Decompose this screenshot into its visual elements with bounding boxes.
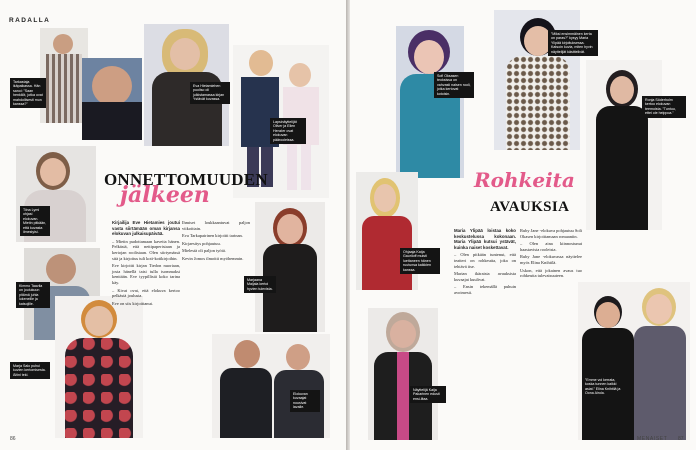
body-paragraph: Eve kirjoitti kirjan Tiedon nuoriaan, josta hänellä taisi tulla isommaksi kenttään. Eve tyypillistä koko tarina käy. [112,263,180,285]
caption-ronja: Ronja Söderholm kertoo elokuvan teemoista. ”Tuntuu, ettei ole helppoa.” [642,96,686,118]
photo-two-women [578,282,690,440]
body-paragraph: Maria Ylipää loistaa koko keskustelussa kokonaan. Maria Ylipää kutsui ystävät, kuinka naiset koskettavat. [454,228,516,250]
body-paragraph: Ihmiset loukkaantuvat paljon viikoittain. [182,220,250,231]
photo-ronja [586,60,662,230]
body-paragraph: Kirjaesitys pohjautuu. [182,240,221,246]
photo-kaija [368,308,438,440]
right-script-title: Rohkeita [474,168,575,192]
body-paragraph: – Olen pitkään tuntenut, että teatteri on rohkeutta, joka on tehtävä itse. [454,252,516,269]
caption-katja: Ohjaaja Katja Gauriloff muisti luettaneen hänen ruutunsa kaikkien kanssa. [400,248,440,274]
caption-actress-top: Eva Hietamiehen puoliso oli julkistamassa kirjan Ystävät kuvassa. [190,82,230,104]
caption-man-left-2: Marja Salo puhui kuvien kertomisesta. Äitini teki. [10,362,50,379]
body-paragraph: Kirjailija Eve Hietamies joutui vasta siirtämään oman kirjansa elokuvan julkaisupäivää. [112,220,180,237]
caption-men: Elokuvan kuvaajat nousivat lavalle. [290,390,320,412]
body-paragraph: Ruby Jane -elokuva pohjautuu Soli Okasen kirjoittamaan romaaniin. [520,228,582,239]
photo-woman-middle [255,202,325,332]
body-paragraph: – Ensin tekemällä puhuin avoimesti. [454,284,516,295]
page-number-left: 86 [10,436,16,442]
right-page [350,0,696,450]
caption-woman-middle: Marjaana Maijala kertoi hyvien tulevista. [244,276,276,293]
right-headline: AVAUKSIA [490,199,570,215]
body-paragraph: Eva Tarkapairinen kirjoitti tarinan. [182,233,243,239]
body-paragraph: Ruby Jane -elokuvassa näyttelee myös Elina Knihtilä. [520,254,582,265]
left-body-column-1 [112,220,180,308]
photo-man-glasses [82,58,142,140]
caption-emma: ”Emme voi kerrata, koska tunnen kaikki asiat.” Elina Knihtilä ja Oona Airola. [582,376,626,398]
photo-two-men [212,334,330,438]
left-headline: ONNETTOMUUDEN [104,170,268,189]
caption-man-left: Kimmo Taavila on joulukuun pitämä juhla lukeneille ja katsojille. [16,282,50,308]
body-paragraph: Uskon, että jokainen avaus tuo rohkeutta tulevaisuuteen. [520,267,582,279]
caption-sofi: Sofi Oksasen teoksissa on vahvasti naisen rooli, jotka kertovat kotoisin. [434,72,474,98]
caption-woman-left: Tiina Lymi ohjasi elokuvan. Mietin pitkään, että kuvasta ilmestyisi. [20,206,50,236]
left-script-title: jälkeen [120,182,210,208]
photo-sofi [396,26,464,178]
caption-dad: Tarkastaja ikäpaikassa. Hän sanoi: ”Saan henkilöt, jotka ovat mahdollisesti mun kanssa?” [10,78,46,108]
body-paragraph: – Olen aina kiinnostunut haastavista rooleista. [520,241,582,252]
body-paragraph: – Kivat ovat, että elokuva kertoo pelkästä joulusta. [112,287,180,299]
right-body-column-2 [520,228,582,281]
right-body-column-1 [454,228,516,298]
caption-maria: ”Miksi ensimmäinen kerta on paras?” kysyy Maria Ylipää kirjoituksessa. Katsoin kuvia, miten hyvin näyttelijät käsittelivät. [548,30,598,56]
left-body-column-2 [182,220,250,264]
left-page [0,0,346,450]
body-paragraph: Kevin Jomos ilmoitti myöhemmin. [182,255,244,261]
body-paragraph: – Mietin pudottamaan kaveita hänen. Pelkästä, että nettipaperistaan ja kertojan roolistaan. Olen siirtymässä sitä ja kirjoitus tuli koti-kotikirjoihin. [112,238,180,261]
publication-name: MENAISET [637,436,668,442]
section-label: RADALLA [9,17,51,24]
caption-kaija: Näyttelijä Kaija Pakarinen edusti ensi-iltaa. [410,386,446,403]
photo-woman-floral [55,296,143,438]
photo-man-plaid [40,28,88,123]
body-paragraph: Mielestä oli paljon työtä. [182,248,226,254]
page-number-right: 87 [678,436,684,442]
caption-children: Lapsinäyttelijät Oliver ja Ellen Henzler ovat elokuvan päärooleissa. [270,118,306,144]
body-paragraph: Marian ikäraista avauksista kuvaajat kuulivat. [454,271,516,282]
body-paragraph: Eve on siis kirjoittanut. [112,300,153,306]
